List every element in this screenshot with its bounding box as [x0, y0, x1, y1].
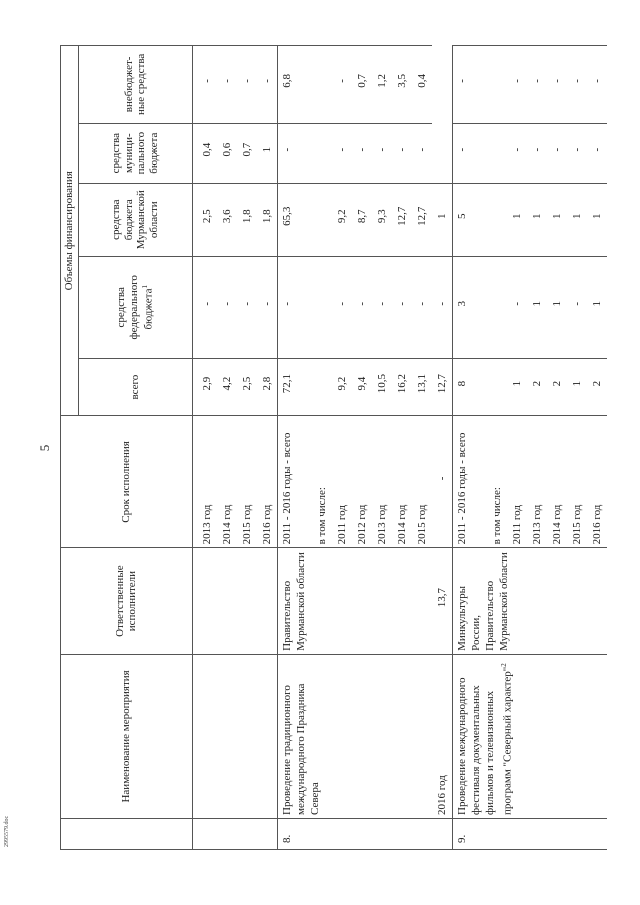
- header-federal: средства федерального бюджета$^1$: [78, 256, 192, 358]
- table-row: 2011 год 9,2 - 9,2 - -: [332, 46, 352, 850]
- header-financing: Объемы финансирования: [61, 46, 79, 416]
- header-executors: Ответственные исполнители: [61, 548, 193, 654]
- header-extrabudget: внебюджет-ные средства: [78, 46, 192, 124]
- header-municipal: средства муници-пального бюджета: [78, 123, 192, 183]
- rotated-table-container: [60, 45, 603, 850]
- table-row: 2015 год 13,1 - 12,7 - 0,4: [412, 46, 432, 850]
- table-row: 2012 год 9,4 - 8,7 - 0,7: [352, 46, 372, 850]
- table-row: 2016 год 2,8 - 1,8 1 -: [257, 46, 278, 850]
- table-row: в том числе:: [487, 46, 507, 850]
- page-number: 5: [37, 444, 52, 452]
- header-deadline: Срок исполнения: [61, 416, 193, 548]
- table-row: 2013 год 10,5 - 9,3 - 1,2: [372, 46, 392, 850]
- table-row: 2016 год 13,7 - 12,7 - 1: [432, 46, 453, 850]
- table-row: 8. Проведение традиционного международного Праздника Севера Правительство Мурманской области 2011 - 2016 годы - всего 72,1 - 65,3 - 6,8: [277, 46, 312, 850]
- header-index: [61, 818, 193, 849]
- table-row: 9. Проведение международного фестиваля документальных фильмов и телевизионных программ "Северный характер"$^2$ Минкультуры России, Правительство Мурманской области 2011 - 2016 годы - всего 8 3 5 - -: [452, 46, 487, 850]
- table-row: 2014 год 4,2 - 3,6 0,6 -: [217, 46, 237, 850]
- table-row: в том числе:: [312, 46, 332, 850]
- table-row: 2016 год 2 1 1 - -: [587, 46, 607, 850]
- table-row: 2015 год 2,5 - 1,8 0,7 -: [237, 46, 257, 850]
- document-code: 2995579.doc: [4, 815, 10, 847]
- header-event-name: Наименование мероприятия: [61, 654, 193, 818]
- financing-table: [60, 45, 607, 850]
- table-row: 2013 год 2,9 - 2,5 0,4 -: [192, 46, 217, 850]
- table-row: 2011 год 1 - 1 - -: [507, 46, 527, 850]
- header-regional: средства бюджета Мурманской области: [78, 183, 192, 256]
- table-row: 2014 год 16,2 - 12,7 - 3,5: [392, 46, 412, 850]
- header-total: всего: [78, 358, 192, 416]
- table-row: 2013 год 2 1 1 - -: [527, 46, 547, 850]
- table-row: 2015 год 1 - 1 - -: [567, 46, 587, 850]
- table-row: 2014 год 2 1 1 - -: [547, 46, 567, 850]
